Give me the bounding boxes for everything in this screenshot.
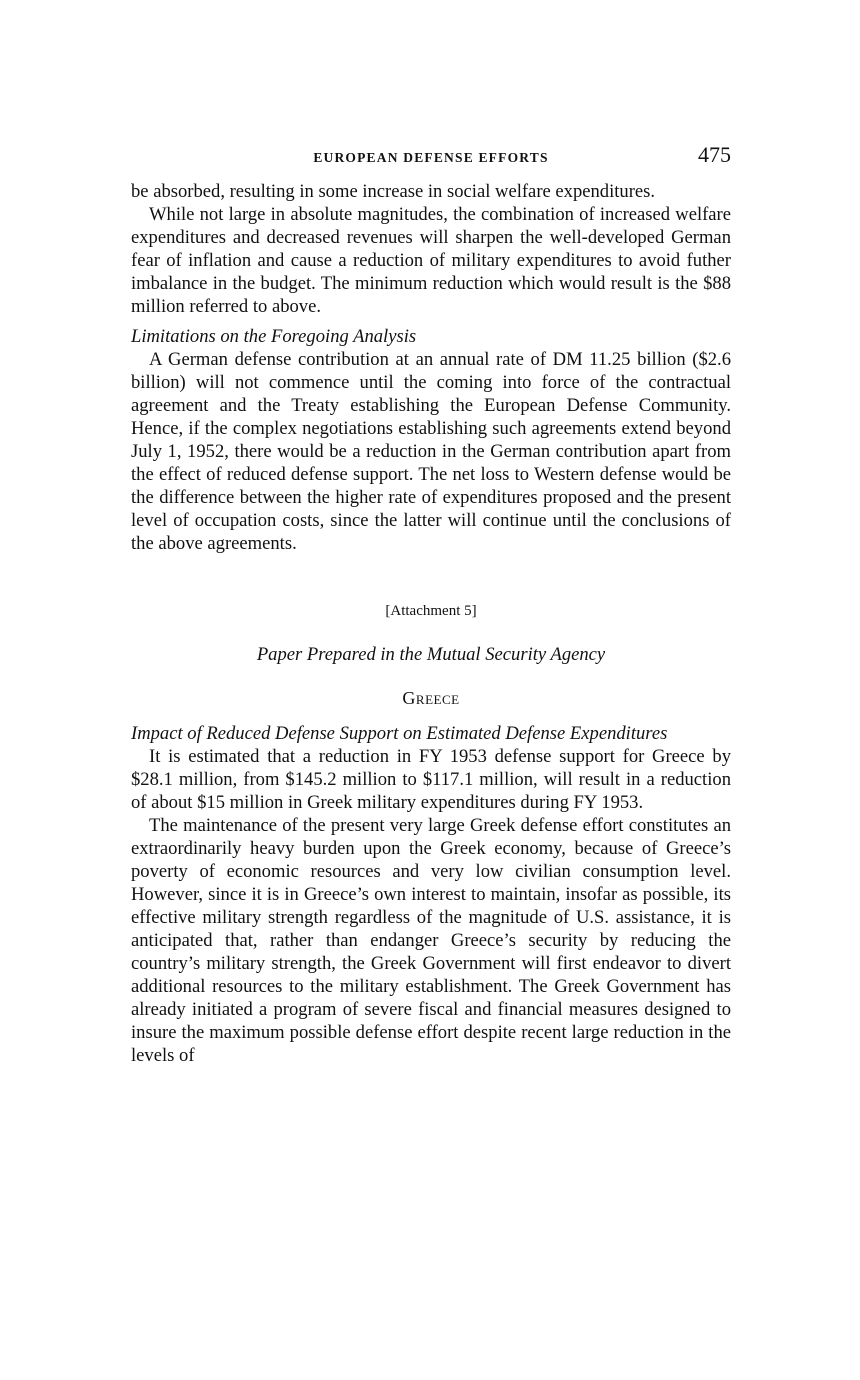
page-number: 475 xyxy=(698,142,731,167)
paragraph-reduction-estimate: It is estimated that a reduction in FY 1953 defense support for Greece by $28.1 million, from $145.2 million to $117.1 million, will result in a reduction of about $15 million in Greek military expenditures during FY 1953. xyxy=(131,746,731,813)
paragraph-welfare-expenditures: While not large in absolute magnitudes, the combination of increased welfare expenditures and decreased revenues will sharpen the well-developed German fear of inflation and cause a reduction of military expenditures to avoid futher imbalance in the budget. The minimum reduction which would result is the $88 million referred to above. xyxy=(131,204,731,317)
section-title-greece: Greece xyxy=(402,688,460,708)
running-header xyxy=(131,140,731,180)
subheading-impact: Impact of Reduced Defense Support on Estimated Defense Expenditures xyxy=(131,723,668,744)
document-page xyxy=(131,140,731,1067)
paper-title: Paper Prepared in the Mutual Security Agency xyxy=(256,644,606,665)
subheading-limitations: Limitations on the Foregoing Analysis xyxy=(131,326,417,347)
paragraph-german-contribution: A German defense contribution at an annual rate of DM 11.25 billion ($2.6 billion) will not commence until the coming into force of the contractual agreement and the Treaty establishing the European Defense Community. Hence, if the complex negotiations establishing such agreements extend beyond July 1, 1952, there would be a reduction in the German contribution apart from the effect of reduced defense support. The net loss to Western defense would be the difference between the higher rate of expenditures proposed and the present level of occupation costs, since the latter will continue until the conclusions of the above agreements. xyxy=(131,349,731,554)
running-title: EUROPEAN DEFENSE EFFORTS xyxy=(313,150,549,165)
paragraph-greek-defense-effort: The maintenance of the present very large Greek defense effort constitutes an extraordinarily heavy burden upon the Greek economy, because of Greece’s poverty of economic resources and very low civilian consumption level. However, since it is in Greece’s own interest to maintain, insofar as possible, its effective military strength regardless of the magnitude of U.S. assistance, it is anticipated that, rather than endanger Greece’s security by reducing the country’s military strength, the Greek Government will first endeavor to divert additional resources to the military establishment. The Greek Government has already initiated a program of severe fiscal and financial measures designed to insure the maximum possible defense effort despite recent large reduction in the levels of xyxy=(131,815,731,1066)
paragraph-continuation: be absorbed, resulting in some increase in social welfare expenditures. xyxy=(131,181,656,202)
attachment-label: [Attachment 5] xyxy=(385,603,477,619)
